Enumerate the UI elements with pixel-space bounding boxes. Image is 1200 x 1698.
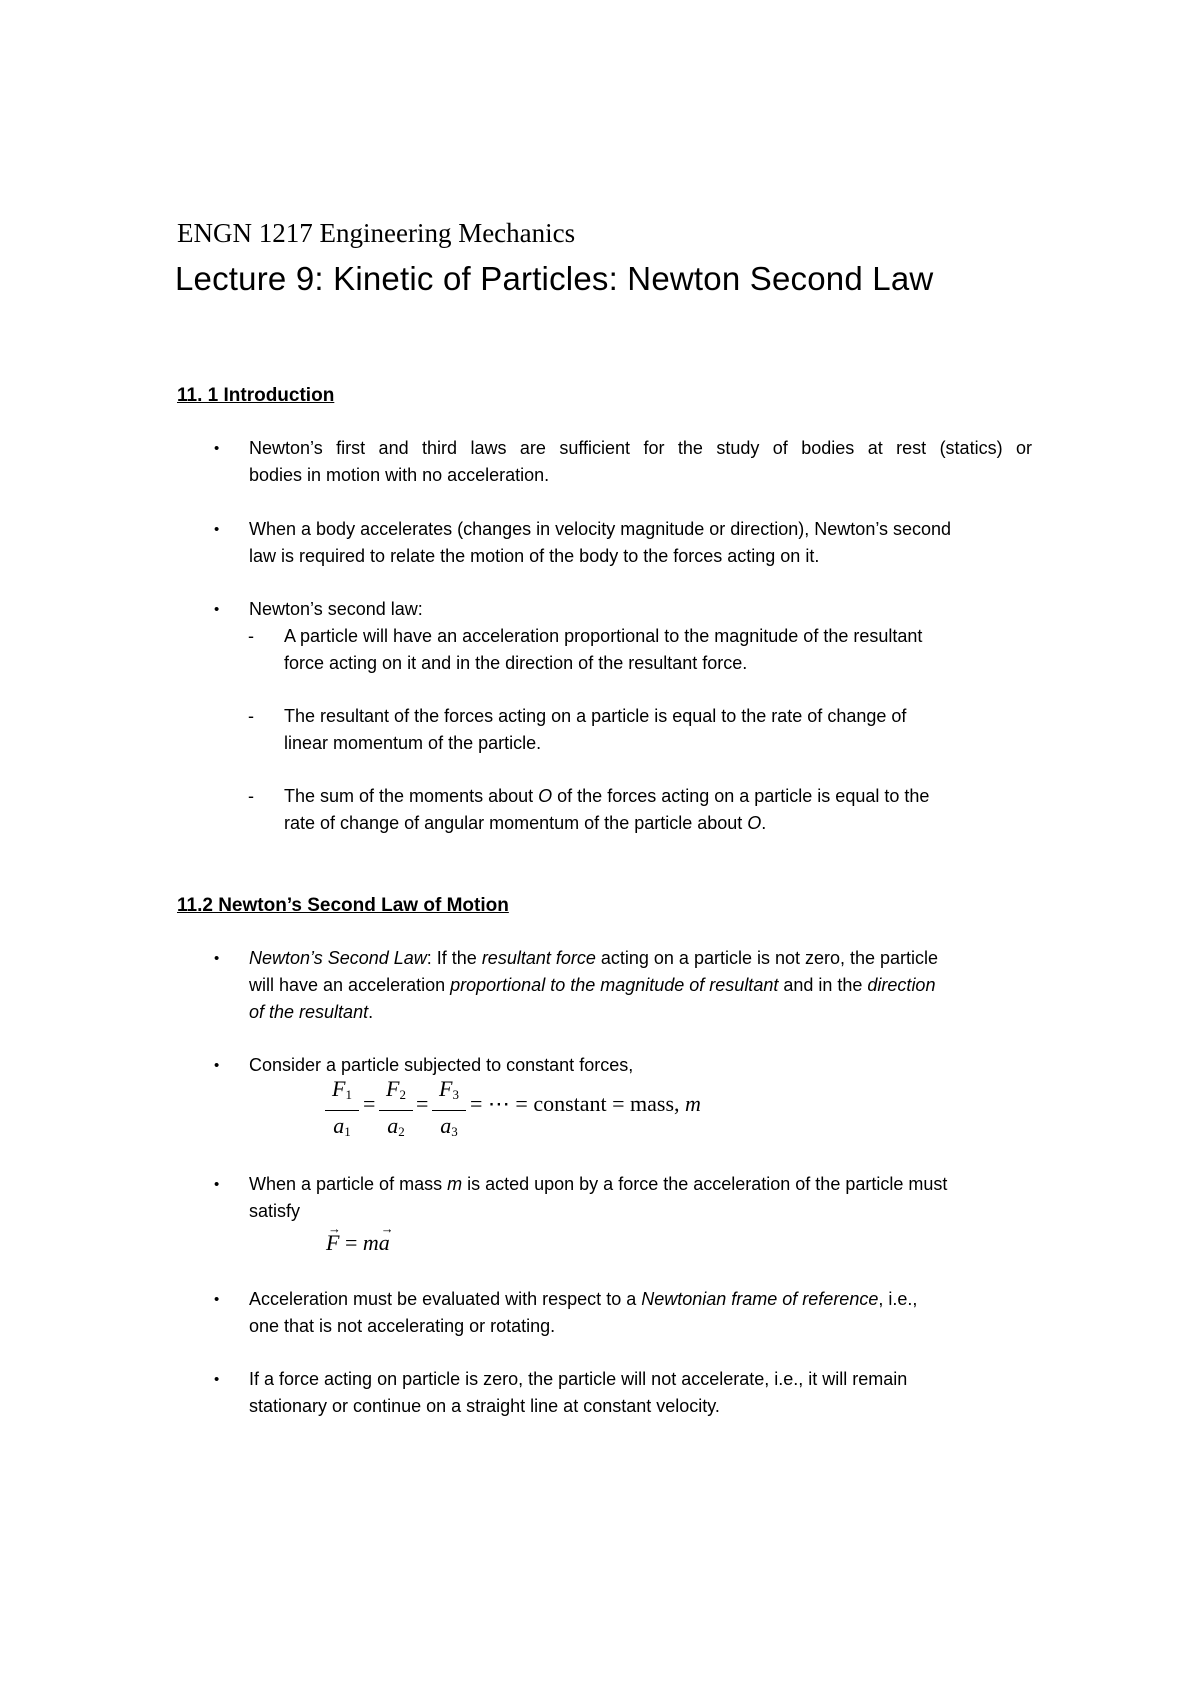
bullet-zero-force	[249, 1366, 1032, 1420]
dash-marker: -	[248, 786, 254, 806]
equals-sign: =	[416, 1091, 429, 1116]
text-line: stationary or continue on a straight line at constant velocity.	[249, 1396, 720, 1416]
text-run: is acted upon by a force the acceleration of the particle must	[462, 1174, 948, 1194]
text-run: proportional to the magnitude of resultant	[450, 975, 779, 995]
bullet-marker: •	[214, 440, 220, 457]
bullet-marker: •	[214, 1291, 220, 1308]
symbol: a	[387, 1113, 399, 1138]
text-run: Acceleration must be evaluated with respect to a	[249, 1289, 642, 1309]
lecture-title: Lecture 9: Kinetic of Particles: Newton Second Law	[175, 260, 934, 297]
subscript: 3	[451, 1124, 458, 1139]
text-line: When a body accelerates (changes in velocity magnitude or direction), Newton’s second	[249, 519, 952, 539]
text-line: linear momentum of the particle.	[284, 733, 542, 753]
equation-force-ratio	[325, 1075, 745, 1145]
text-run: and in the	[778, 975, 868, 995]
mass-symbol: m	[362, 1230, 379, 1255]
equation-f-equals-ma	[326, 1228, 390, 1258]
text-run: , i.e.,	[878, 1289, 918, 1309]
text-line: satisfy	[249, 1201, 301, 1221]
mass-symbol: m	[447, 1174, 463, 1194]
text-run: Newton’s Second Law	[249, 948, 427, 968]
numerator	[432, 1075, 466, 1109]
bullet-body-accelerates	[249, 516, 1032, 570]
text-line: one that is not accelerating or rotating.	[249, 1316, 556, 1336]
fraction-bar	[325, 1110, 359, 1111]
section-heading-second-law: 11.2 Newton’s Second Law of Motion	[177, 895, 509, 916]
text-line	[249, 1286, 1032, 1313]
course-title: ENGN 1217 Engineering Mechanics	[177, 218, 576, 248]
text-line	[249, 1171, 1032, 1198]
text-run: of the resultant	[249, 1002, 369, 1022]
fraction-f2-a2	[379, 1075, 413, 1146]
subscript: 2	[398, 1124, 405, 1139]
text-line	[249, 972, 1032, 999]
text-run: direction	[867, 975, 936, 995]
point-o: O	[747, 813, 762, 833]
symbol: F	[439, 1076, 453, 1101]
subscript: 1	[344, 1124, 351, 1139]
symbol: a	[440, 1113, 452, 1138]
text-run: of the forces acting on a particle is equal to the	[552, 786, 930, 806]
denominator	[379, 1112, 413, 1146]
text-run: acting on a particle is not zero, the particle	[595, 948, 939, 968]
subscript: 3	[452, 1087, 459, 1102]
text-run: resultant force	[481, 948, 596, 968]
dash-marker: -	[248, 706, 254, 726]
force-vector: → F	[326, 1228, 339, 1258]
subscript: 2	[399, 1087, 406, 1102]
dash-marker: -	[248, 626, 254, 646]
section-heading-introduction: 11. 1 Introduction	[177, 385, 335, 406]
text-line: A particle will have an acceleration proportional to the magnitude of the resultant	[284, 626, 923, 646]
text-line: law is required to relate the motion of the body to the forces acting on it.	[249, 546, 820, 566]
bullet-marker: •	[214, 601, 220, 618]
fraction-f1-a1	[325, 1075, 359, 1146]
bullet-marker: •	[214, 1371, 220, 1388]
sub-item-acceleration-proportional	[284, 623, 1032, 677]
text-line	[249, 999, 1032, 1026]
bullet-marker: •	[214, 1176, 220, 1193]
text-line: If a force acting on particle is zero, the particle will not accelerate, i.e., it will remain	[249, 1369, 908, 1389]
denominator	[325, 1112, 359, 1146]
sub-item-angular-momentum	[284, 783, 1032, 837]
numerator	[379, 1075, 413, 1109]
bullet-marker: •	[214, 521, 220, 538]
text-line	[284, 783, 1032, 810]
text-line	[284, 810, 1032, 837]
symbol: a	[333, 1113, 345, 1138]
text-run: rate of change of angular momentum of the particle about	[284, 813, 748, 833]
sub-item-linear-momentum	[284, 703, 1032, 757]
bullet-newtonian-frame	[249, 1286, 1032, 1340]
bullet-second-law-definition	[249, 945, 1032, 1026]
fraction-f3-a3	[432, 1075, 466, 1146]
text-run: = ⋯ = constant = mass,	[470, 1091, 686, 1116]
text-run: The sum of the moments about	[284, 786, 539, 806]
text-run: will have an acceleration	[249, 975, 451, 995]
fraction-bar	[379, 1110, 413, 1111]
denominator	[432, 1112, 466, 1146]
text-line: force acting on it and in the direction of the resultant force.	[284, 653, 748, 673]
acceleration-vector: → a	[379, 1228, 390, 1258]
subscript: 1	[345, 1087, 352, 1102]
text-line	[249, 945, 1032, 972]
fraction-bar	[432, 1110, 466, 1111]
mass-symbol: m	[685, 1091, 701, 1116]
equals-sign: =	[363, 1091, 376, 1116]
symbol: F	[386, 1076, 400, 1101]
equation-tail	[470, 1090, 701, 1118]
bullet-marker: •	[214, 1057, 220, 1074]
bullet-marker: •	[214, 950, 220, 967]
text-run: When a particle of mass	[249, 1174, 448, 1194]
symbol: F	[332, 1076, 346, 1101]
text-run: : If the	[426, 948, 482, 968]
point-o: O	[538, 786, 553, 806]
numerator	[325, 1075, 359, 1109]
text-run: .	[761, 813, 767, 833]
equals-sign: =	[339, 1230, 363, 1255]
text-line: Newton’s first and third laws are sufficient for the study of bodies at rest (statics) or	[249, 438, 1032, 458]
text-line: bodies in motion with no acceleration.	[249, 465, 550, 485]
bullet-second-law-label: Newton’s second law:	[249, 599, 423, 619]
text-run: .	[368, 1002, 374, 1022]
bullet-mass-acted-upon	[249, 1171, 1032, 1225]
text-line: The resultant of the forces acting on a particle is equal to the rate of change of	[284, 706, 907, 726]
bullet-first-third-laws	[249, 435, 1032, 489]
text-run: Newtonian frame of reference	[641, 1289, 879, 1309]
bullet-constant-forces: Consider a particle subjected to constant forces,	[249, 1055, 634, 1075]
